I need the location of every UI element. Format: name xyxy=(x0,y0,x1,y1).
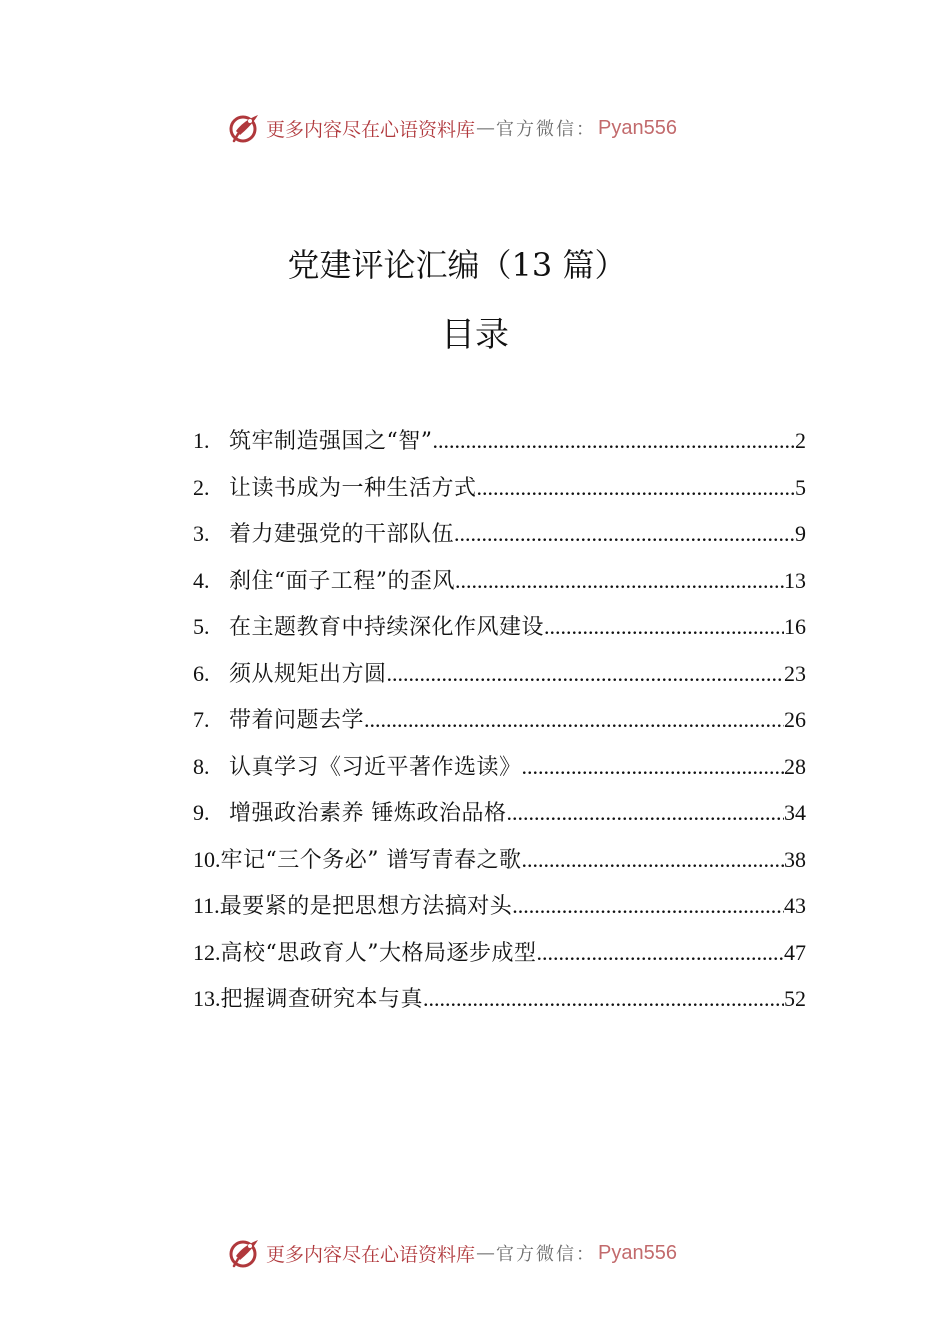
toc-entry-number: 2. xyxy=(193,474,210,500)
toc-dot-leader xyxy=(433,418,796,465)
banner-dash: — xyxy=(476,117,496,139)
toc-entry-page: 34 xyxy=(784,800,806,825)
banner-wechat-label: 官方微信： xyxy=(496,1244,597,1265)
toc-dot-leader xyxy=(454,511,795,558)
toc-entry[interactable] xyxy=(193,651,806,698)
quill-pen-logo-icon xyxy=(228,111,262,145)
toc-dot-leader xyxy=(364,697,784,744)
toc-entry-page: 38 xyxy=(784,846,806,872)
banner-dash: — xyxy=(476,1242,496,1264)
toc-entry[interactable] xyxy=(193,976,806,1023)
toc-entry-title: 把握调查研究本与真 xyxy=(220,987,424,1012)
toc-entry-title: 高校“思政育人”大格局逐步成型 xyxy=(220,940,537,966)
toc-entry[interactable] xyxy=(193,418,806,465)
toc-entry-page: 47 xyxy=(784,939,806,965)
toc-entry-title: 让读书成为一种生活方式 xyxy=(229,475,477,501)
banner-text: 更多内容尽在心语资料库 xyxy=(266,118,476,141)
toc-entry-title: 刹住“面子工程”的歪风 xyxy=(229,568,455,594)
toc-entry-page: 43 xyxy=(784,893,806,918)
toc-entry-number: 1. xyxy=(193,428,210,453)
toc-entry[interactable] xyxy=(193,930,806,977)
toc-entry-page: 9 xyxy=(795,521,806,546)
toc-entry-title: 筑牢制造强国之“智” xyxy=(229,429,433,454)
toc-entry-page: 2 xyxy=(795,428,806,453)
banner-text: 更多内容尽在心语资料库 xyxy=(266,1243,476,1266)
toc-entry-number: 12. xyxy=(193,939,221,965)
toc-dot-leader xyxy=(522,837,785,884)
toc-entry[interactable] xyxy=(193,744,806,791)
toc-dot-leader xyxy=(455,558,784,605)
toc-dot-leader xyxy=(507,790,785,837)
toc-entry[interactable] xyxy=(193,790,806,837)
toc-entry-number: 5. xyxy=(193,614,210,639)
document-subtitle: 目录 xyxy=(441,315,509,355)
toc-entry-page: 13 xyxy=(784,567,806,593)
toc-dot-leader xyxy=(387,651,784,698)
toc-entry-number: 6. xyxy=(193,660,210,686)
toc-dot-leader xyxy=(522,744,784,791)
toc-entry[interactable] xyxy=(193,837,806,884)
toc-entry-number: 8. xyxy=(193,753,210,779)
toc-entry-title: 着力建强党的干部队伍 xyxy=(229,522,455,547)
toc-dot-leader xyxy=(423,976,784,1023)
toc-entry[interactable] xyxy=(193,511,806,558)
footer-watermark-banner xyxy=(228,1233,748,1273)
toc-entry-title: 最要紧的是把思想方法搞对头 xyxy=(219,894,513,919)
toc-entry-title: 牢记“三个务必” 谱写青春之歌 xyxy=(220,847,522,873)
toc-entry-page: 26 xyxy=(784,707,806,732)
toc-entry-number: 10. xyxy=(193,846,221,872)
toc-entry-number: 13. xyxy=(193,986,221,1011)
toc-dot-leader xyxy=(477,465,795,512)
toc-entry-title: 须从规矩出方圆 xyxy=(229,661,387,687)
toc-entry[interactable] xyxy=(193,883,806,930)
toc-entry-number: 9. xyxy=(193,800,210,825)
toc-entry-number: 7. xyxy=(193,707,210,732)
toc-entry-title: 在主题教育中持续深化作风建设 xyxy=(229,615,545,640)
toc-entry-page: 5 xyxy=(795,474,806,500)
toc-entry-number: 3. xyxy=(193,521,210,546)
toc-entry-title: 增强政治素养 锤炼政治品格 xyxy=(229,801,507,826)
banner-wechat-label: 官方微信： xyxy=(496,119,597,140)
toc-entry-page: 52 xyxy=(784,986,806,1011)
toc-dot-leader xyxy=(537,930,785,977)
document-title-text: 党建评论汇编（13 篇） xyxy=(287,246,627,284)
quill-pen-logo-icon xyxy=(228,1236,262,1270)
banner-wechat-id: Pyan556 xyxy=(598,1241,677,1264)
header-watermark-banner xyxy=(228,108,748,148)
toc-dot-leader xyxy=(512,883,784,930)
toc-entry[interactable] xyxy=(193,465,806,512)
toc-entry-page: 28 xyxy=(784,753,806,779)
toc-entry-title: 认真学习《习近平著作选读》 xyxy=(229,754,522,780)
toc-entry-number: 4. xyxy=(193,567,210,593)
toc-entry-page: 16 xyxy=(784,614,806,639)
toc-entry-number: 11. xyxy=(193,893,220,918)
banner-wechat-id: Pyan556 xyxy=(598,116,677,139)
toc-entry[interactable] xyxy=(193,604,806,651)
toc-entry[interactable] xyxy=(193,558,806,605)
toc-entry-page: 23 xyxy=(784,660,806,686)
toc-entry[interactable] xyxy=(193,697,806,744)
table-of-contents xyxy=(193,418,806,1023)
toc-dot-leader xyxy=(544,604,784,651)
document-title xyxy=(0,242,950,288)
toc-entry-title: 带着问题去学 xyxy=(229,708,365,733)
